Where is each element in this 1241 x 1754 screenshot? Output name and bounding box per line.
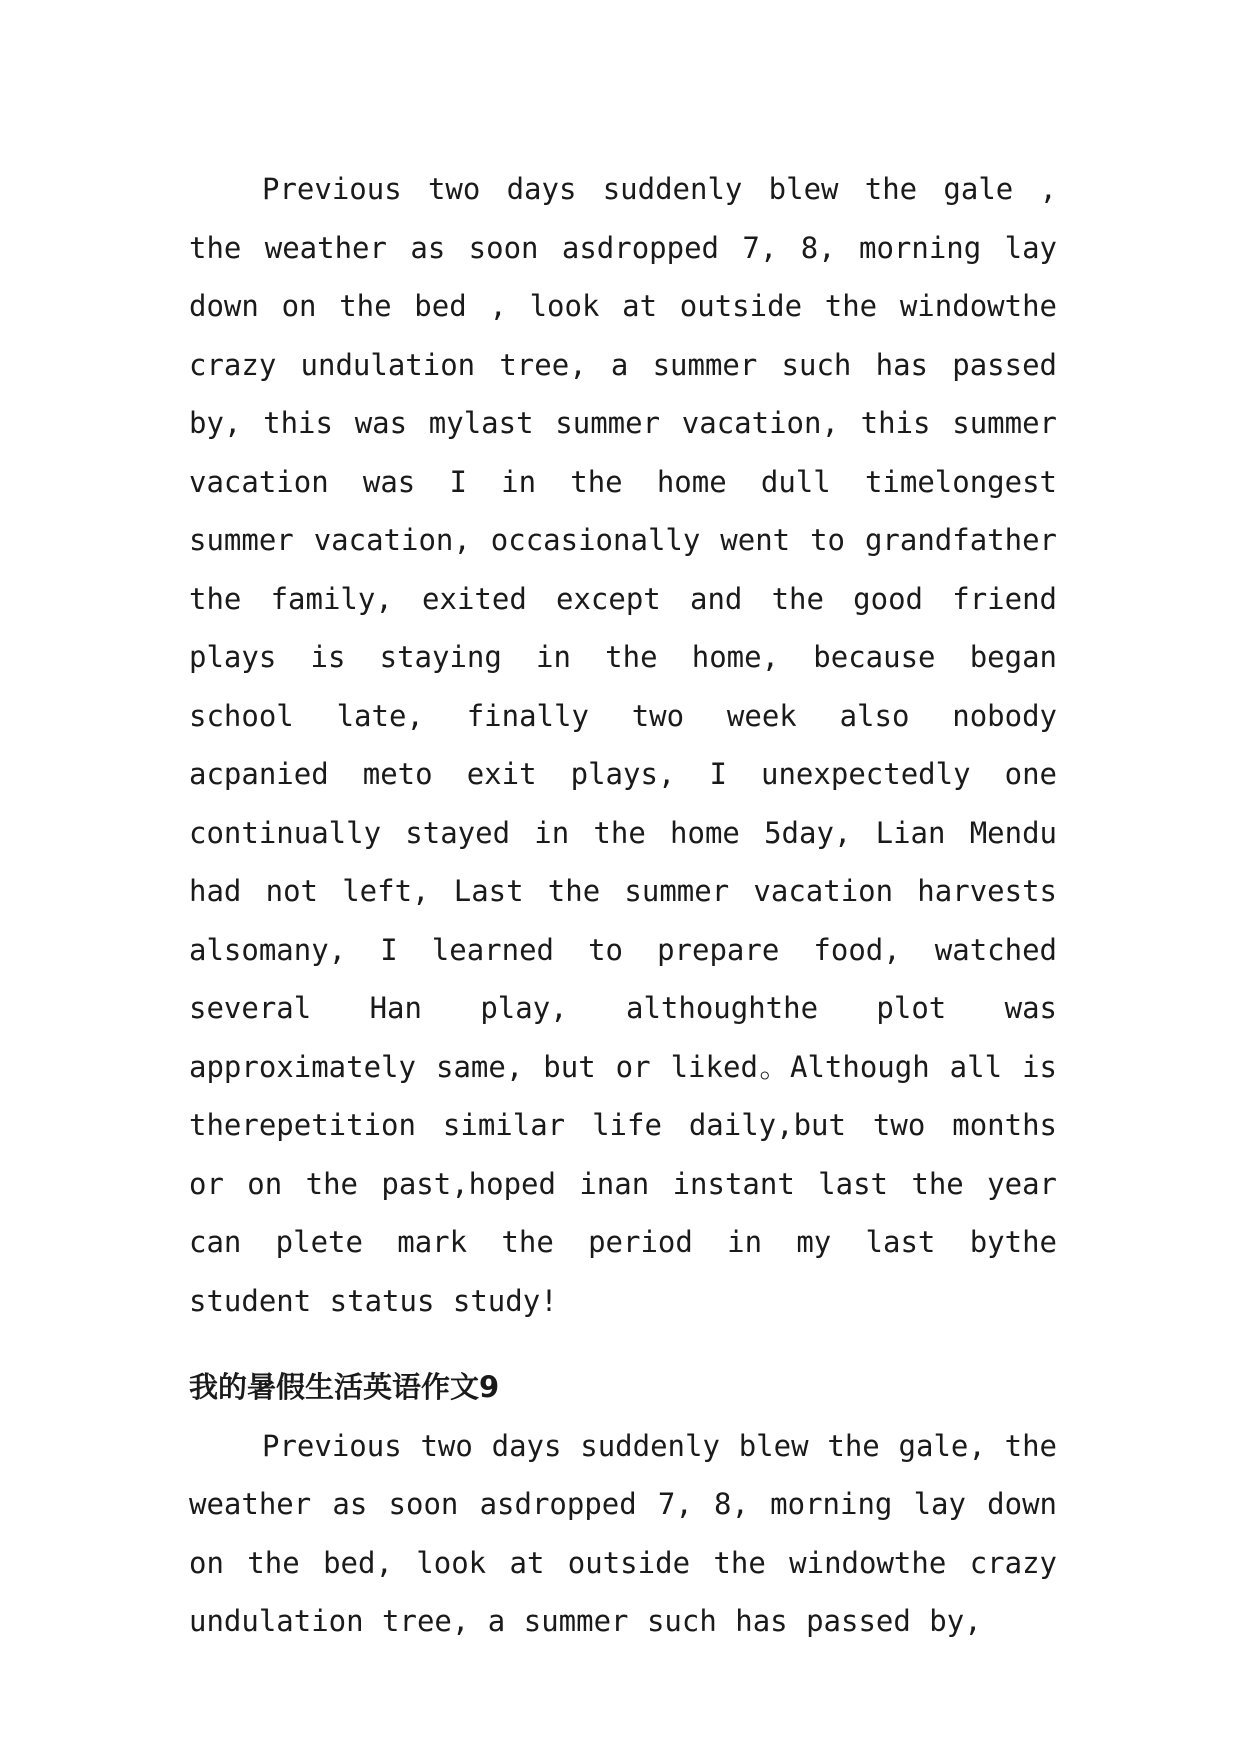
document-page <box>189 160 1057 1651</box>
body-paragraph: Previous two days suddenly blew the gale, the weather as soon asdropped 7, 8, morning lay down on the bed, look at outside the windowthe crazy undulation tree, a summer such has passed by, <box>189 1428 1057 1638</box>
section-heading: 我的暑假生活英语作文9 <box>189 1370 500 1404</box>
body-paragraph: Previous two days suddenly blew the gale , the weather as soon asdropped 7, 8, morning lay down on the bed , look at outside the windowthe crazy undulation tree, a summer such has passed by, this was mylast summer vacation, this summer vacation was I in the home dull timelongest summer vacation, occasionally went to grandfather the family, exited except and the good friend plays is staying in the home, because began school late, finally two week also nobody acpanied meto exit plays, I unexpectedly one continually stayed in the home 5day, Lian Mendu had not left, Last the summer vacation harvests alsomany, I learned to prepare food, watched several Han play, althoughthe plot was approximately same, but or liked。Although all is therepetition similar life daily,but two months or on the past,hoped inan instant last the year can plete mark the period in my last bythe student status study! <box>189 172 1057 1318</box>
